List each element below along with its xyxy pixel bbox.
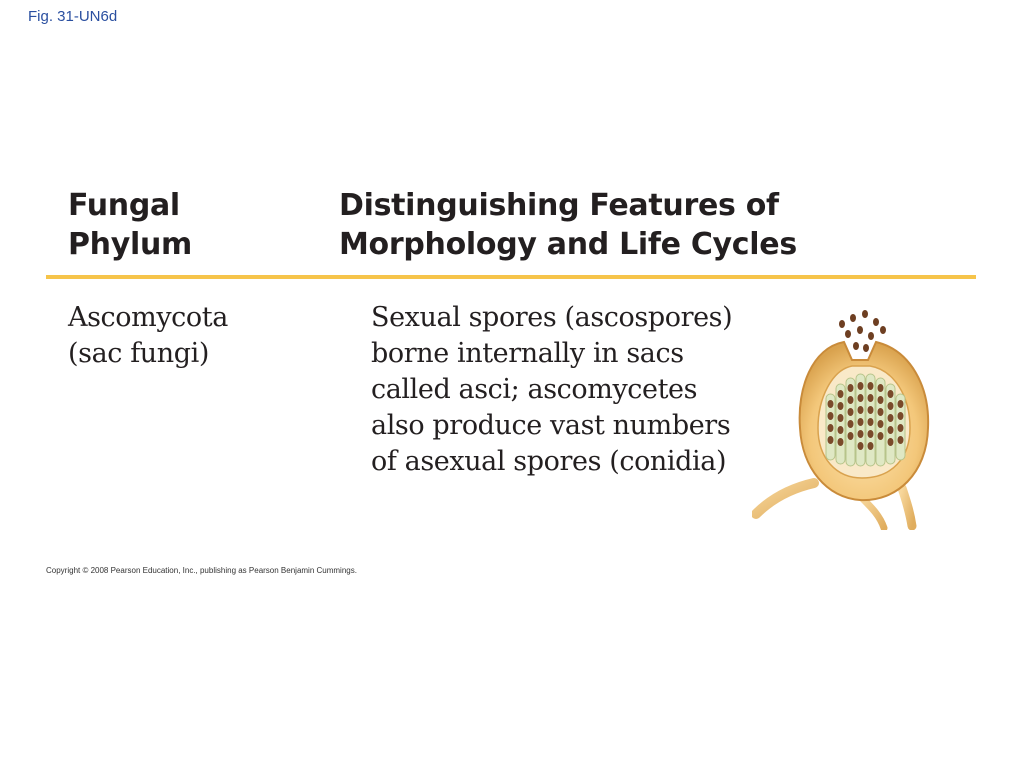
features-line: called asci; ascomycetes — [371, 374, 698, 405]
phylum-cell — [68, 300, 228, 372]
header-col1-line: Fungal — [68, 188, 180, 223]
features-line: of asexual spores (conidia) — [371, 446, 727, 477]
features-line: Sexual spores (ascospores) — [371, 302, 733, 333]
header-col2-line: Distinguishing Features of — [339, 188, 779, 223]
header-divider — [46, 275, 976, 279]
header-col2-line: Morphology and Life Cycles — [339, 227, 797, 262]
features-cell — [371, 300, 732, 480]
figure-label: Fig. 31-UN6d — [28, 8, 118, 25]
header-col1-line: Phylum — [68, 227, 193, 262]
ascocarp-illustration — [752, 308, 942, 530]
phylum-name: Ascomycota — [68, 302, 228, 333]
phylum-common-name: (sac fungi) — [68, 338, 210, 369]
features-line: borne internally in sacs — [371, 338, 684, 369]
copyright-notice: Copyright © 2008 Pearson Education, Inc., publishing as Pearson Benjamin Cummings. — [46, 566, 357, 575]
header-fungal-phylum — [68, 186, 192, 264]
header-distinguishing-features — [339, 186, 797, 264]
features-line: also produce vast numbers — [371, 410, 731, 441]
